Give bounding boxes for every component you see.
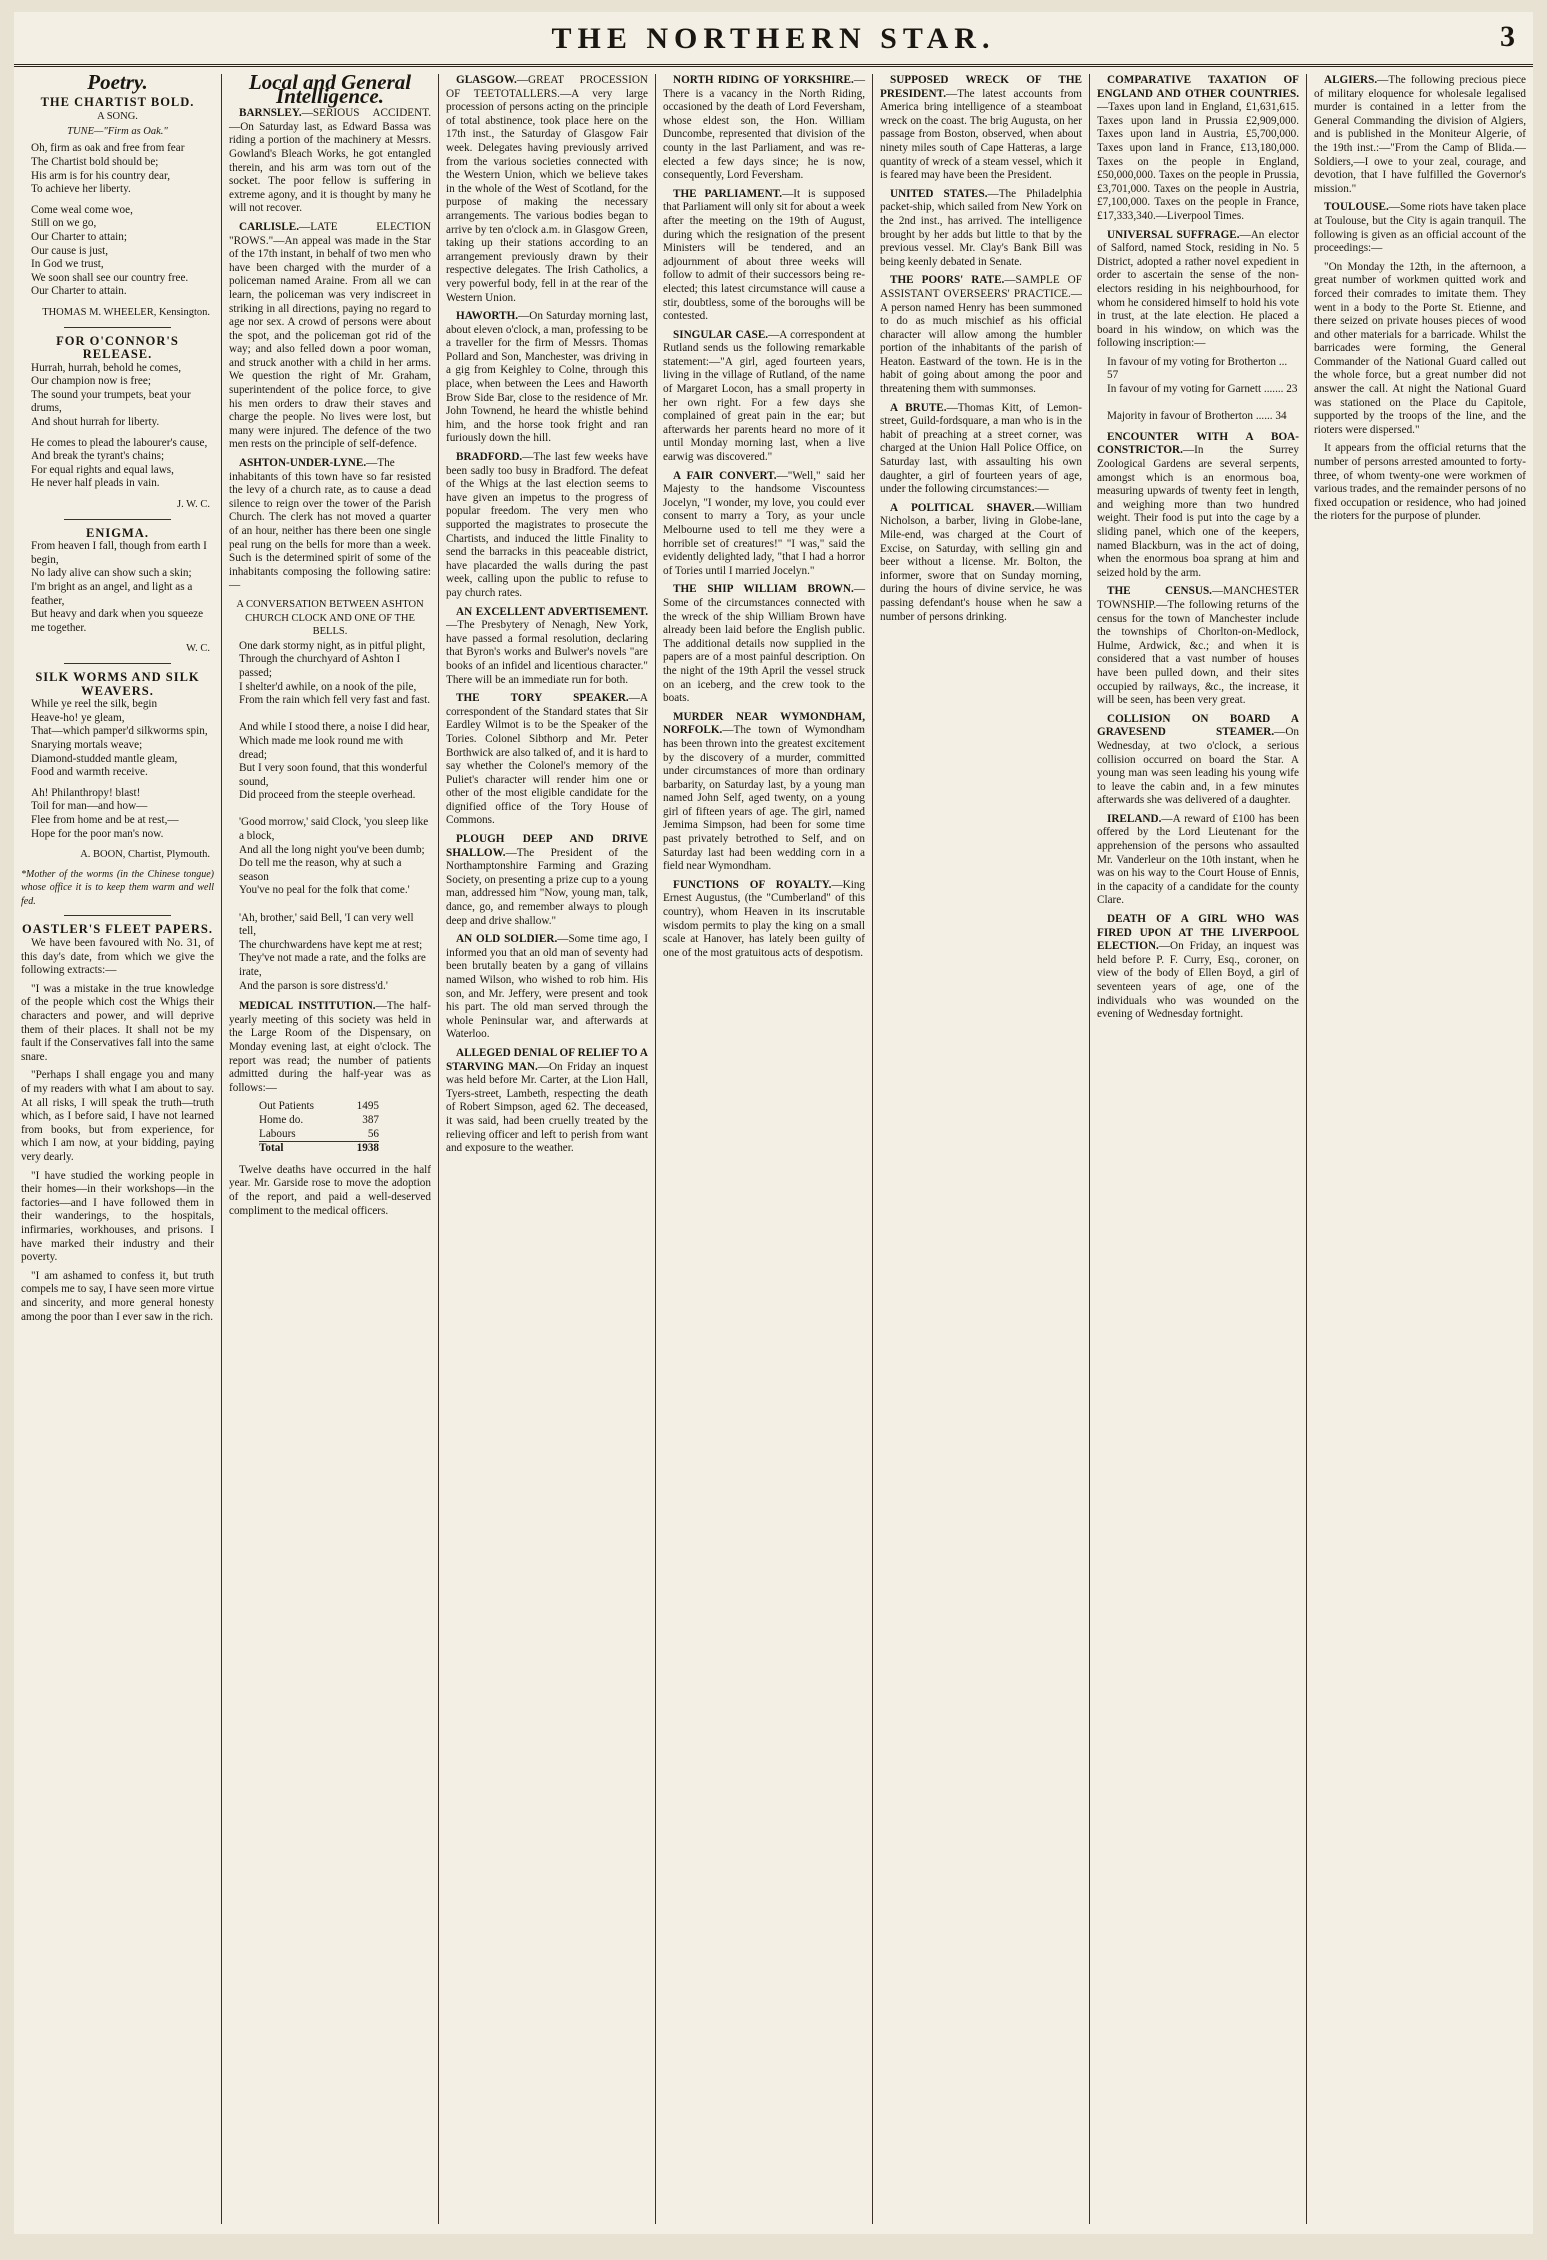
news-item-text: —Some of the circumstances connected with the wreck of the ship William Brown have already been laid before the English public. The additional details now supplied in the papers are of a most painful description. On the night of the 19th April the vessel struck on an iceberg, and the crew took to the boats. (663, 583, 865, 705)
news-item-lead: GLASGOW. (456, 74, 517, 86)
poem-verse: While ye reel the silk, begin Heave-ho! ye gleam, That—which pamper'd silkworms spin, Snarying mortals weave; Diamond-studded mantle gleam, Food and warmth receive. (31, 698, 208, 779)
poem-signature: W. C. (186, 643, 210, 655)
patients-table (259, 1100, 431, 1155)
table-total-value: 1938 (356, 1142, 379, 1155)
news-item-lead: FUNCTIONS OF ROYALTY. (673, 878, 832, 891)
news-item-lead: ASHTON-UNDER-LYNE. (239, 457, 367, 470)
news-item (880, 502, 1082, 624)
column-1 (14, 74, 221, 2224)
news-item-lead: IRELAND. (1107, 812, 1162, 825)
table-value: 56 (367, 1127, 379, 1140)
news-item-lead: A POLITICAL SHAVER. (890, 501, 1035, 514)
column-2 (221, 74, 438, 2224)
news-item (663, 583, 865, 705)
table-total-label: Total (259, 1142, 284, 1155)
news-item-text: —Some riots have taken place at Toulouse, but the City is again tranquil. The following is given as an official account of the proceedings:— (1314, 201, 1526, 255)
news-item (880, 402, 1082, 497)
news-item (1097, 74, 1299, 224)
table-value: 387 (362, 1113, 379, 1126)
news-item-lead: TOULOUSE. (1324, 201, 1389, 214)
news-item-text: —On Friday, an inquest was held before P. F. Curry, Esq., coroner, on view of the body of Ellen Boyd, a girl of seventeen years of age, one of the individuals who was wounded on the evening of Wednesday fortnight. (1097, 940, 1299, 1021)
news-item-lead: NORTH RIDING OF YORKSHIRE. (673, 74, 854, 86)
news-item-lead: MEDICAL INSTITUTION. (239, 1000, 376, 1013)
column-6 (1089, 74, 1306, 2224)
column-5 (872, 74, 1089, 2224)
news-item (663, 74, 865, 183)
poem-signature: A. BOON, Chartist, Plymouth. (80, 849, 210, 861)
news-item-text: —MANCHESTER TOWNSHIP.—The following returns of the census for the town of Manchester include the townships of Chorlton-on-Medlock, Hulme, Ardwick, &c.; and when it is considered that a vast number of houses have been pulled down, and their sites occupied by railways, &c., the increase, it will be seen, has been very great. (1097, 585, 1299, 707)
poem-subtitle: A SONG. (97, 111, 138, 123)
news-item-text: —The President of the Northamptonshire Farming and Grazing Society, on presenting a prize cup to a young man, addressed him "Now, young man, talk, dance, go, and remember always to plough deep and drive shallow." (446, 846, 648, 927)
news-item-text: —SERIOUS ACCIDENT.—On Saturday last, as Edward Bassa was riding a portion of the machinery at Messrs. Gowland's Bleach Works, he got entangled therein, and his arm was torn out of the socket. The poor fellow is suffering in extreme agony, and it is thought by many he will not recover. (229, 107, 431, 215)
news-item-text: —An elector of Salford, named Stock, residing in No. 5 District, adopted a rather novel expedient in order to ascertain the sense of the non-electors residing in his neighbourhood, for whom he considered himself to hold his vote in trust, at the late election. He placed a board in his window, on which was the following inscription:— (1097, 228, 1299, 350)
table-label: Out Patients (259, 1100, 315, 1113)
news-item (880, 74, 1082, 183)
news-item (1314, 261, 1526, 438)
table-total-row (259, 1141, 379, 1156)
poem-signature: J. W. C. (177, 499, 210, 511)
news-item (880, 188, 1082, 270)
news-item-lead: THE CENSUS. (1107, 585, 1212, 598)
news-item-lead: BRADFORD. (456, 451, 523, 464)
article-paragraph: Twelve deaths have occurred in the half year. Mr. Garside rose to move the adoption of the report, and paid a well-deserved compliment to the medical officers. (229, 1163, 431, 1217)
newspaper-page (14, 12, 1533, 2234)
page-number: 3 (1500, 20, 1515, 53)
news-item-text: —In the Surrey Zoological Gardens are several serpents, amongst which is an enormous boa, measuring upwards of twenty feet in length, and weighing more than two hundred weight. Their food is put into the cage by a sliding panel, which one of the keepers, named Blackburn, was in the act of doing, when the enormous boa sprang at him and seized hold by the arm. (1097, 444, 1299, 579)
news-item (1314, 201, 1526, 255)
news-item-lead: THE PARLIAMENT. (673, 187, 783, 200)
news-item-lead: THE SHIP WILLIAM BROWN. (673, 583, 854, 596)
news-item-lead: SINGULAR CASE. (673, 328, 769, 341)
column-4 (655, 74, 872, 2224)
news-item-lead: ALGIERS. (1324, 74, 1378, 86)
news-item-text: —William Nicholson, a barber, living in Globe-lane, Mile-end, was charged at the Court of Excise, on Saturday, with selling gin and beer without a license. Mr. Bolton, the informer, swore that on Sunday morning, during the hours of divine service, he was passing defendant's house when he saw a number of persons drinking. (880, 501, 1082, 623)
news-item-text: —On Saturday morning last, about eleven o'clock, a man, professing to be a traveller for the firm of Messrs. Thomas Pollard and Son, Manchester, was driving in a gig from Keighley to Colne, through this place, when between the Lees and Haworth Brow Side Bar, close to the residence of Mr. John Townend, he heard the whistle behind him, and the horse took fright and ran furiously down the hill. (446, 310, 648, 445)
news-item (446, 606, 648, 688)
table-label: Home do. (259, 1113, 304, 1126)
table-row (259, 1114, 379, 1128)
news-item-text: —There is a vacancy in the North Riding, occasioned by the death of Lord Feversham, whose eldest son, the Hon. William Duncombe, represented that division of the county in the last Parliament, and was re-elected a few days since; he is now, consequently, Lord Feversham. (663, 74, 865, 182)
news-item (1097, 229, 1299, 351)
news-item-text: It appears from the official returns that the number of persons arrested amounted to forty-three, of whom twenty-one were workmen of various trades, and the remainder persons of no fixed occupation or residence, who had joined the rioters for the purpose of plunder. (1314, 442, 1526, 523)
news-item-text: —The half-yearly meeting of this society was held in the Large Room of the Dispensary, on Monday evening last, at eight o'clock. The report was read; the number of patients admitted during the half-year was as follows:— (229, 1000, 431, 1094)
news-item (663, 329, 865, 465)
newspaper-title: THE NORTHERN STAR. (551, 22, 996, 55)
news-item-lead: A BRUTE. (890, 401, 947, 414)
poem-verse: Ah! Philanthropy! blast! Toil for man—and how— Flee from home and be at rest,— Hope for the poor man's now. (31, 786, 179, 840)
news-item-lead: PLOUGH DEEP AND DRIVE SHALLOW. (446, 833, 648, 859)
news-item-lead: UNITED STATES. (890, 187, 988, 200)
poem-verse: Oh, firm as oak and free from fear The Chartist bold should be; His arm is for his country dear, To achieve her liberty. (31, 142, 185, 196)
news-item-text: —A correspondent at Rutland sends us the following remarkable statement:—"A girl, aged fourteen years, living in the village of Rutland, of the name of Margaret Locon, has a small property in her own right. For a few days she complained of great pain in the ear; but afterwards her parents heard no more of it until Monday morning last, when a live earwig was discovered." (663, 328, 865, 464)
article-title: OASTLER'S FLEET PAPERS. (22, 922, 213, 937)
news-item-text: —King Ernest Augustus, (the "Cumberland" of this country), whom Heaven in its inscrutable wisdom permits to play the king on a small scale at Hanover, has lately been guilty of one of the most gratuitous acts of despotism. (663, 878, 865, 959)
article-paragraph: "I have studied the working people in their homes—in their workshops—in the factories—and I have followed them in their wanderings, to the hospitals, infirmaries, workhouses, and prisons. I have marked their industry and their poverty. (21, 1169, 214, 1264)
poem-title: THE CHARTIST BOLD. (40, 94, 195, 109)
news-item (229, 457, 431, 593)
news-item (446, 933, 648, 1042)
news-item-text: —It is supposed that Parliament will only sit for about a week after the meeting on the 19th of August, during which the resignation of the present Ministers will be tendered, and an adjournment of about three weeks will follow to admit of their successors being re-elected; this latest circumstance will cause a stir, doubtless, some of the boroughs will be contested. (663, 187, 866, 323)
news-item-text: —SAMPLE OF ASSISTANT OVERSEERS' PRACTICE.—A person named Henry has been summoned to do as much mischief as his official character will allow among the humbler portion of the inhabitants of the parish of Heaton. Eastward of the town. He is in the habit of going about among the poor and threatening them with summonses. (880, 274, 1082, 396)
poem-title: ENIGMA. (86, 525, 149, 540)
news-item-lead: HAWORTH. (456, 310, 519, 323)
divider (64, 327, 170, 328)
news-item-lead: THE POORS' RATE. (890, 274, 1005, 287)
news-item-text: —"Well," said her Majesty to the handsome Viscountess Jocelyn, "I wonder, my love, you could ever consent to marry a Tory, as your uncle Melbourne used to tell me they were a horrible set of creatures!" "I was," said the evidently delighted lady, "that I had a horror of Tories until I married Jocelyn." (663, 469, 865, 577)
news-item (446, 1047, 648, 1156)
divider (64, 519, 170, 520)
news-item (663, 188, 865, 324)
news-item-text: —Taxes upon land in England, £1,631,615. Taxes upon land in Prussia £2,909,000. Taxes upon land in Austria, £5,700,000. Taxes upon land in France, £13,180,000. Taxes on the people in England, £50,000,000. Taxes on the people in Prussia, £3,701,000. Taxes on the people in Austria, £7,100,000. Taxes on the people in France, £17,333,340.—Liverpool Times. (1097, 101, 1299, 222)
divider (64, 915, 170, 916)
news-item-text: "On Monday the 12th, in the afternoon, a great number of workmen quitted work and forced their comrades to imitate them. They went in a body to the Porte St. Etienne, and there seized on private houses pieces of wood and other materials for a barricade. Whilst the barricades were forming, the General Commander of the National Guard called out the whole force, but a great number did not answer the call. At night the National Guard was stationed on the Place du Capitole, supported by the troops of the line, and the rioters were dispersed." (1314, 260, 1526, 436)
news-item (1314, 74, 1526, 196)
news-item (1314, 442, 1526, 524)
news-item-lead: AN EXCELLENT ADVERTISEMENT. (456, 605, 648, 618)
news-item-lead: BARNSLEY. (239, 107, 302, 120)
news-item (880, 274, 1082, 396)
news-item-text: —GREAT PROCESSION OF TEETOTALLERS.—A very large procession of persons acting on the principle of total abstinence, took place here on the 17th inst., the Saturday of Glasgow Fair week. Delegates having previously arrived from the various societies connected with the Western Union, which we believe takes in the whole of the West of Scotland, for the purpose of making the necessary arrangements. The various bodies began to arrive by ten o'clock a.m. in Glasgow Green, taking up their stations according to an arrangement previously drawn by their respective delegates. The Irish Catholics, a very powerful body, fell in at the rear of the Western Union. (446, 74, 648, 304)
dialogue-verse: One dark stormy night, as in pitful plight, Through the churchyard of Ashton I passed; I shelter'd awhile, on a nook of the pile, From the rain which fell very fast and fast. And while I stood there, a noise I did hear, Which made me look round me with dread; But I very soon found, that this wonderful sound, Did proceed from the steeple overhead. 'Good morrow,' said Clock, 'you sleep like a block, And all the long night you've been dumb; Do tell me the reason, why at such a season You've no peal for the folk that come.' 'Ah, brother,' said Bell, 'I can very well tell, The churchwardens have kept me at rest; They've not made a rate, and the folks are irate, And the parson is sore distress'd.' (239, 639, 431, 992)
news-item (229, 221, 431, 452)
news-item (1097, 713, 1299, 808)
news-item-text: —The town of Wymondham has been thrown into the greatest excitement by the discovery of a murder, committed under circumstances of more than ordinary barbarity, on Saturday last, by a young man named John Self, aged twenty, on a young girl of fifteen years of age. The girl, named Jemima Simpson, had been for some time past privately betrothed to Self, and on Saturday last had been wedding corn in a field near Wymondham. (663, 724, 865, 873)
news-item (1097, 585, 1299, 707)
news-item-lead: DEATH OF A GIRL WHO WAS FIRED UPON AT THE LIVERPOOL ELECTION. (1097, 913, 1299, 953)
news-item-lead: COLLISION ON BOARD A GRAVESEND STEAMER. (1097, 712, 1299, 739)
article-paragraph: "Perhaps I shall engage you and many of my readers with what I am about to say. At all risks, I will speak the truth—truth which, as I before said, I have not learned from books, but from experience, for which I am now, at your bidding, paying very dearly. (21, 1069, 214, 1163)
news-item-lead: ENCOUNTER WITH A BOA-CONSTRICTOR. (1097, 430, 1299, 457)
masthead (14, 12, 1533, 67)
news-item (1097, 431, 1299, 581)
news-item-lead: COMPARATIVE TAXATION OF ENGLAND AND OTHER COUNTRIES. (1097, 74, 1299, 100)
poem-title: FOR O'CONNOR'S RELEASE. (56, 333, 179, 362)
news-item-lead: CARLISLE. (239, 220, 299, 233)
poem-verse: Hurrah, hurrah, behold he comes, Our champion now is free; The sound your trumpets, beat your drums, And shout hurrah for liberty. (31, 361, 191, 429)
news-item-text: —The latest accounts from America bring intelligence of a steamboat wreck on the coast. The brig Augusta, on her passage from Boston, observed, when about ninety miles south of Cape Hatteras, a large quantity of wreck of a steam vessel, which it is feared may have been the President. (880, 87, 1082, 182)
dialogue-title: A CONVERSATION BETWEEN ASHTON CHURCH CLOCK AND ONE OF THE BELLS. (236, 598, 424, 638)
news-item (446, 74, 648, 305)
news-item-text: —Some time ago, I informed you that an old man of seventy had been brutally beaten by a gang of villains named Wilson, who wished to rob him. His son, and Mr. Jeffery, were present and took his part. The old man served through the whole Peninsular war, and afterwards at Waterloo. (446, 933, 649, 1041)
news-item (446, 310, 648, 446)
section-heading-intelligence: Local and General Intelligence. (248, 74, 412, 108)
news-item-lead: ALLEGED DENIAL OF RELIEF TO A STARVING MAN. (446, 1046, 648, 1073)
table-row (259, 1128, 379, 1142)
news-item (1097, 813, 1299, 908)
poem-footnote: *Mother of the worms (in the Chinese tongue) whose office it is to keep them warm and well fed. (21, 868, 214, 907)
column-7 (1306, 74, 1533, 2224)
poem-verse: Come weal come woe, Still on we go, Our Charter to attain; Our cause is just, In God we trust, We soon shall see our country free. Our Charter to attain. (31, 203, 189, 298)
news-item (446, 451, 648, 601)
column-3 (438, 74, 655, 2224)
table-value: 1495 (356, 1100, 379, 1113)
news-item-lead: AN OLD SOLDIER. (456, 933, 558, 946)
news-item-text: —The last few weeks have been sadly too busy in Bradford. The defeat of the Whigs at the last election seems to have given an impetus to the progress of popular freedom. The very men who supported the magistrates to prosecute the Chartists, and induced the little Finality to send the barracks in this peaceable district, have placarded the walls during the past week, calling upon the public to refuse to pay church rates. (446, 451, 648, 599)
news-item-text: —A reward of £100 has been offered by the Lord Lieutenant for the apprehension of the persons who assaulted Mr. Vanderleur on the 10th instant, when he was on his way to the Court House of Ennis, in the capacity of a candidate for the county Clare. (1097, 812, 1299, 907)
news-item-text: —On Wednesday, at two o'clock, a serious collision occurred on board the Star. A young man was seen leading his young wife to leave the cabin and, in a few minutes afterwards she was delivered of a daughter. (1097, 726, 1299, 807)
news-item-text: —LATE ELECTION "ROWS."—An appeal was made in the Star of the 17th instant, in behalf of two men who have been charged with the murder of a policeman named Araine. From all we can learn, the policeman was very indiscreet in striking in all directions, paying no regard to age nor sex. A crowd of persons were about the spot, and the policeman got rid of the way; and also felled down a poor woman, and struck another with a child in her arms. We question the right of Mr. Graham, superintendent of the police force, to give his men orders to draw their staves and charge the people. No lives were lost, but many were injured. The defence of the two men rests on the principle of self-defence. (229, 220, 431, 451)
news-item (229, 107, 431, 216)
poem-signature: THOMAS M. WHEELER, Kensington. (42, 306, 210, 318)
news-item-text: —The Presbytery of Nenagh, New York, have passed a formal resolution, declaring that Byron's works and Bulwer's novels "are books of an infidel and licentious character." There will be an immediate run for both. (446, 619, 648, 686)
news-item-lead: A FAIR CONVERT. (673, 469, 777, 482)
news-item-text: —Thomas Kitt, of Lemon-street, Guild-fordsquare, a man who is in the habit of preaching at a street corner, was charged at the Union Hall Police Office, on Saturday last, with assaulting his own daughter, a girl of fourteen years of age, under the following circumstances:— (880, 401, 1082, 496)
section-heading-poetry: Poetry. (87, 74, 148, 94)
news-item (446, 833, 648, 928)
article-paragraph: "I was a mistake in the true knowledge of the people which cost the Whigs their characters and power, and will deprive them of their places. It shall not be my fault if the Conservatives fall into the same snare. (21, 982, 214, 1063)
news-item (1097, 913, 1299, 1022)
article-paragraph: We have been favoured with No. 31, of this day's date, from which we give the following extracts:— (21, 937, 214, 977)
poem-verse: He comes to plead the labourer's cause, And break the tyrant's chains; For equal rights and equal laws, He never half pleads in vain. (31, 436, 208, 490)
vote-tally: In favour of my voting for Brotherton ... 57 In favour of my voting for Garnett ....... 23 Majority in favour of Brotherton ...... 34 (1107, 355, 1298, 423)
poem-verse: From heaven I fall, though from earth I begin, No lady alive can show such a skin; I'm bright as an angel, and light as a feather, But heavy and dark when you squeeze me together. (31, 540, 207, 634)
news-item (663, 470, 865, 579)
news-item (663, 711, 865, 874)
article-paragraph: "I am ashamed to confess it, but truth compels me to say, I have seen more virtue and sincerity, and more general honesty among the poor than I ever saw in the rich. (21, 1269, 214, 1323)
news-item-text: —The Philadelphia packet-ship, which sailed from New York on the 2nd inst., has arrived. The intelligence brought by her adds but little to that by the previous vessel. Mr. Clay's Bank Bill was being keenly debated in Senate. (880, 187, 1082, 268)
news-item-text: —The following precious piece of military eloquence for wholesale legalised murder is contained in a letter from the General Commanding the division of Algiers, and is published in the Moniteur Algerie, of the 19th inst.:—"From the Camp of Blida.—Soldiers,—I owe to your zeal, courage, and devotion, that I have fulfilled the Governor's mission." (1314, 74, 1526, 195)
news-item-text: —On Friday an inquest was held before Mr. Carter, at the Lion Hall, Tyers-street, Lambeth, respecting the death of Robert Simpson, aged 62. The deceased, it was said, had been cruelly treated by the relieving officer and left to perish from want and exposure to the weather. (446, 1060, 648, 1155)
news-item-lead: SUPPOSED WRECK OF THE PRESIDENT. (880, 74, 1082, 100)
table-label: Labours (259, 1127, 296, 1140)
news-item-lead: MURDER NEAR WYMONDHAM, NORFOLK. (663, 710, 865, 737)
divider (64, 663, 170, 664)
news-item-lead: UNIVERSAL SUFFRAGE. (1107, 228, 1240, 241)
news-item-text: —The inhabitants of this town have so far resisted the levy of a church rate, as to cause a dead silence to reign over the tower of the Parish Church. The clerk has not moved a quarter of an hour, neither has there been one single peal rung on the bells for more than a week. Such is the determined spirit of some of the inhabitants composing the following satire:— (229, 457, 431, 592)
news-item-lead: THE TORY SPEAKER. (456, 692, 629, 705)
table-row (259, 1100, 379, 1114)
poem-title: SILK WORMS AND SILK WEAVERS. (35, 669, 200, 698)
news-item-text: —A correspondent of the Standard states that Sir Eardley Wilmot is to be the Speaker of the Tories. Colonel Sibthorp and Mr. Peter Borthwick are also talked of, and it is hard to say whether the Colonel's memory of the Puliet's character will render him one or other of the most eligible candidate for the dignified office of the Tory House of Commons. (446, 692, 648, 827)
news-item (229, 1000, 431, 1095)
poem-tune: TUNE—"Firm as Oak." (67, 125, 168, 137)
news-item (446, 692, 648, 828)
news-item (663, 879, 865, 961)
